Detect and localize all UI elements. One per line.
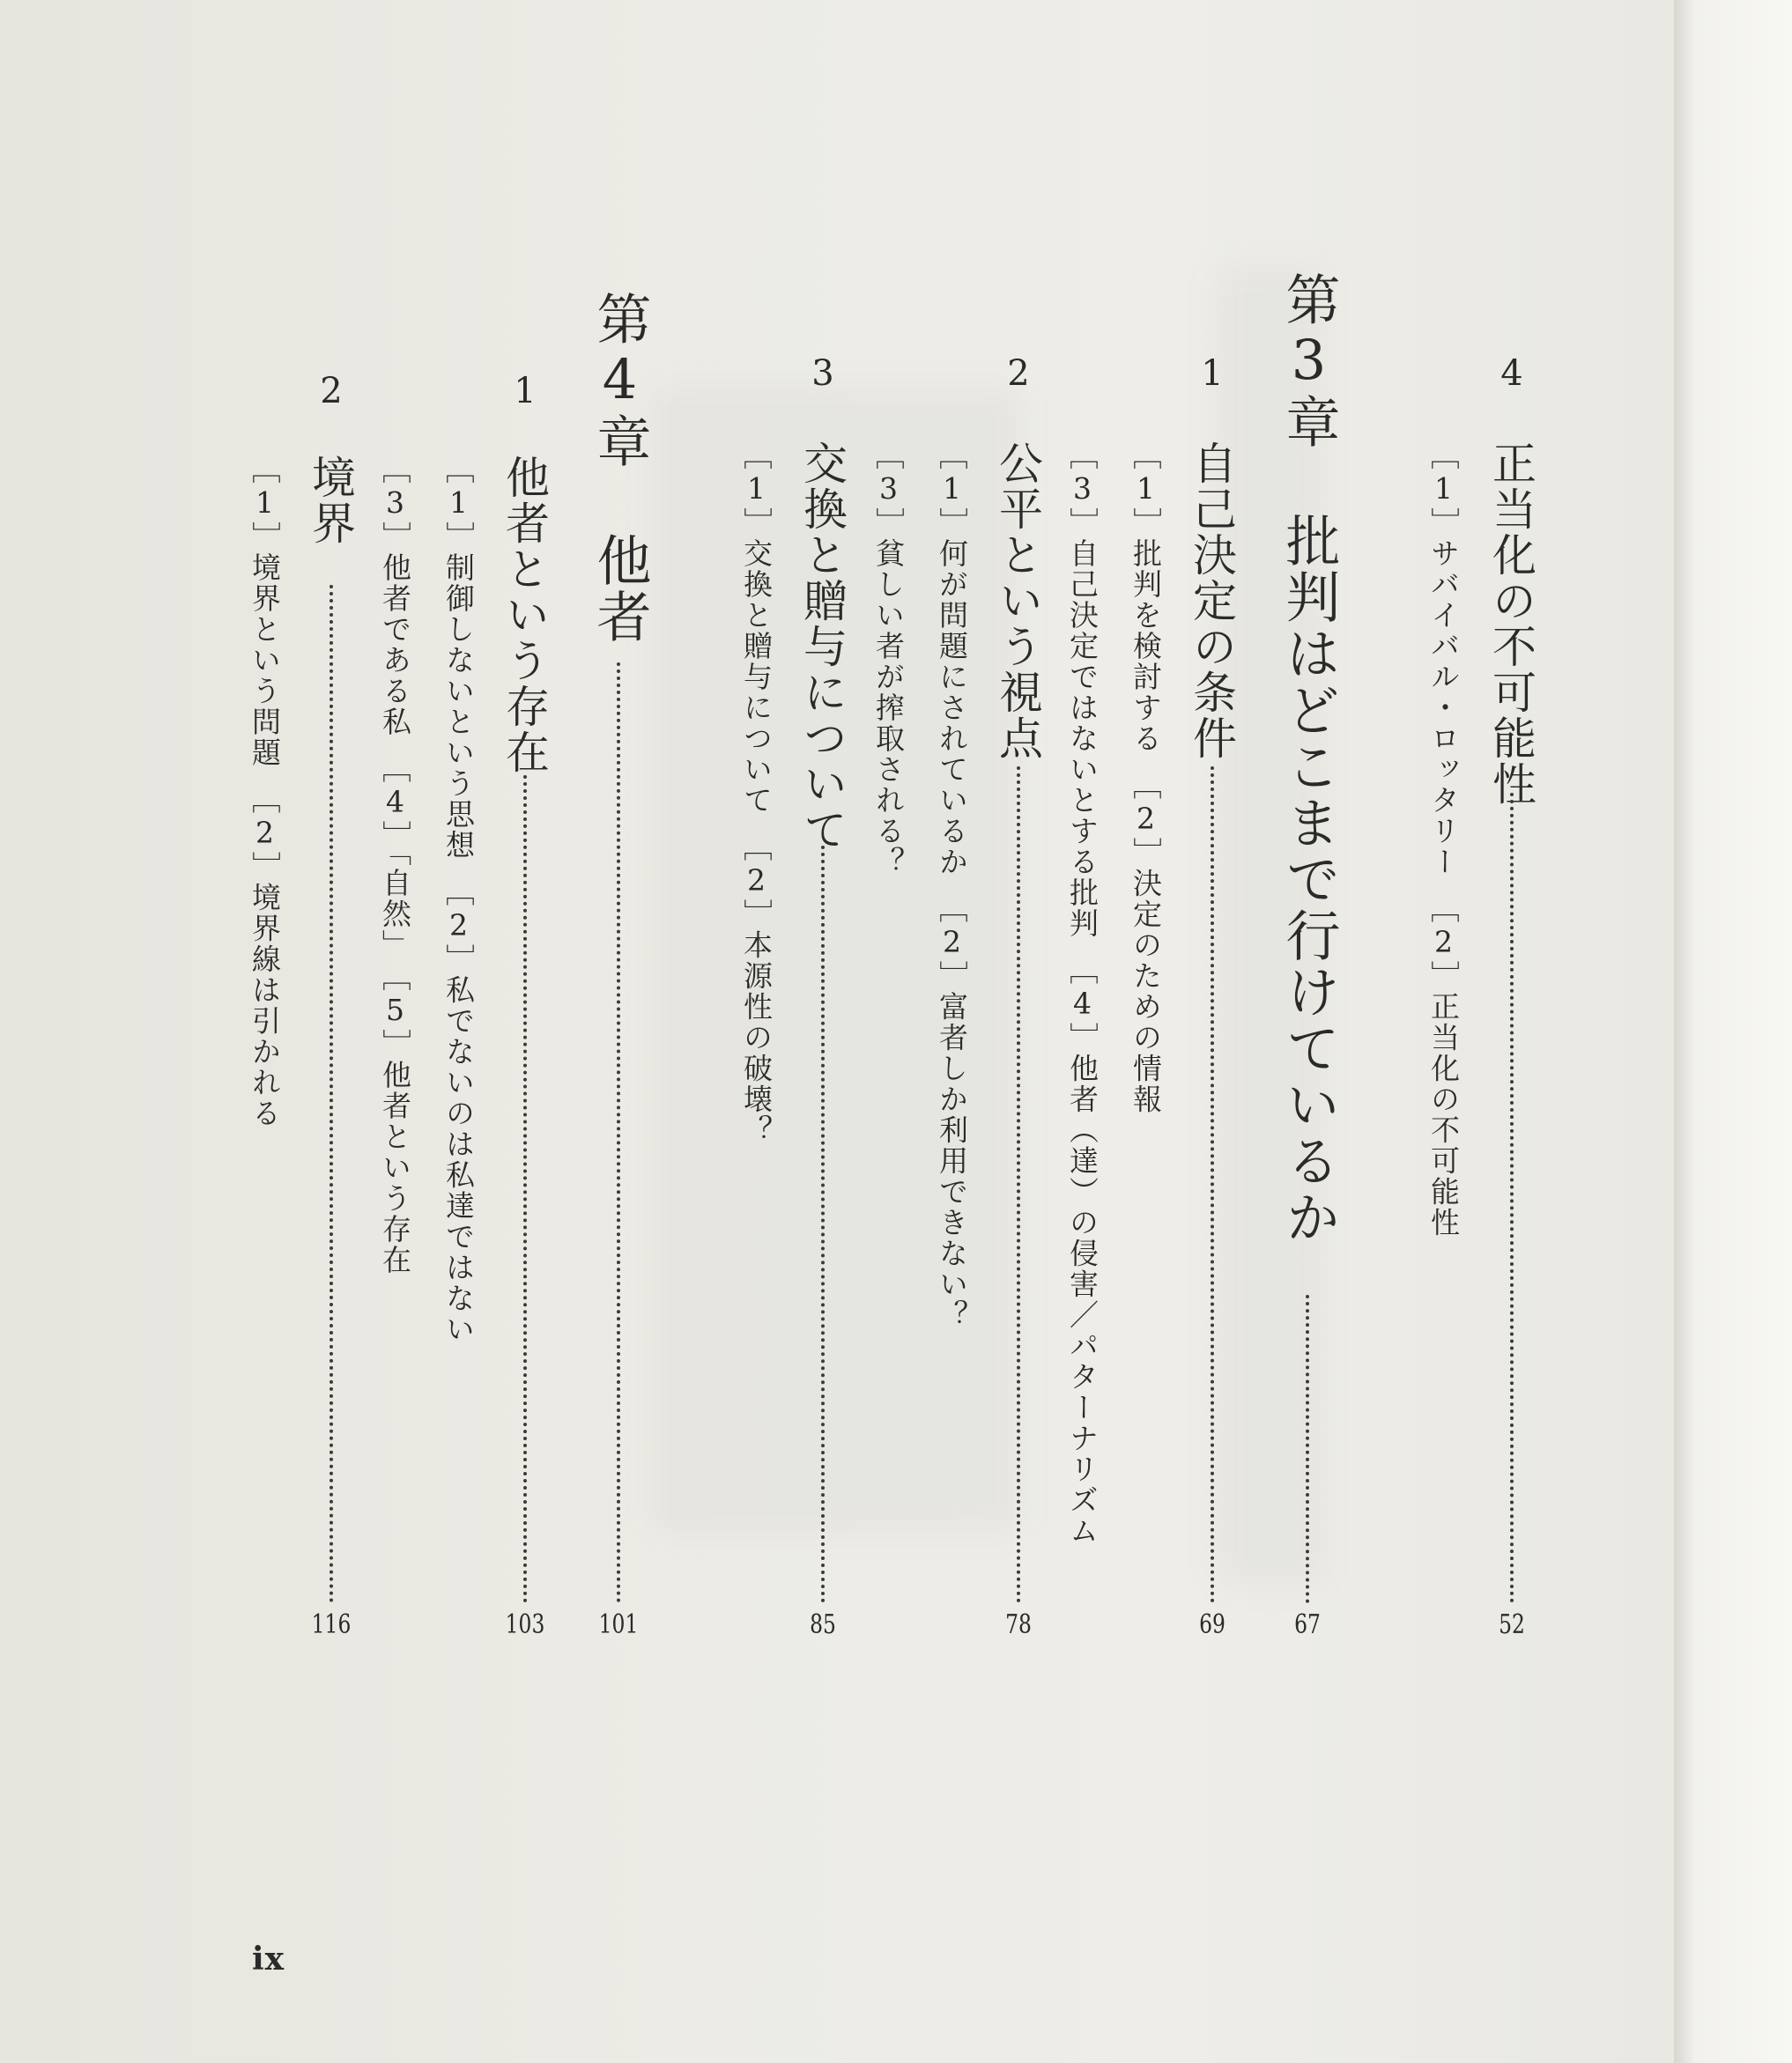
section-number: 3 [811,353,834,394]
page-number: 116 [311,1609,352,1640]
subsection-line: ［1］交換と贈与について ［2］本源性の破壊？ [739,440,774,1146]
subsection-line: ［3］貧しい者が搾取される？ [871,440,906,877]
page-edge [1674,0,1792,2063]
page-number: 67 [1294,1609,1321,1640]
page-number: 103 [505,1609,545,1640]
dot-leader [1211,766,1214,1603]
subsection-line: ［1］制御しないという思想 ［2］私でないのは私達ではない [441,455,476,1345]
dot-leader [1306,1295,1309,1603]
chapter-label: 第4章 [588,291,652,470]
page-number: 69 [1199,1609,1226,1640]
section-title: 他者という存在 [499,455,550,775]
page-number: 78 [1005,1609,1032,1640]
section-number: 1 [514,371,537,411]
dot-leader [617,662,620,1603]
dot-leader [330,585,333,1603]
subsection-line: ［1］境界という問題 ［2］境界線は引かれる [248,455,282,1129]
folio-page-number: ix [252,1941,285,1978]
section-title: 自己決定の条件 [1186,440,1237,761]
subsection-line: ［1］サバイバル・ロッタリー ［2］正当化の不可能性 [1426,440,1461,1239]
subsection-line: ［1］批判を検討する ［2］決定のための情報 [1129,440,1163,1115]
section-title: 交換と贈与について [796,440,848,853]
dot-leader [1510,793,1514,1603]
section-number: 2 [320,371,343,411]
chapter-label: 第3章 [1277,271,1341,450]
page-number: 85 [810,1609,836,1640]
section-title: 公平という視点 [992,440,1043,761]
dot-leader [523,775,527,1603]
section-title: 正当化の不可能性 [1485,440,1537,807]
section-number: 4 [1500,353,1523,394]
subsection-line: ［3］他者である私 ［4］「自然」 ［5］他者という存在 [378,455,412,1276]
section-number: 1 [1201,353,1224,394]
section-title: 境界 [305,455,356,546]
subsection-line: ［3］自己決定ではないとする批判 ［4］他者（達）の侵害／パターナリズム [1065,440,1100,1547]
subsection-line: ［1］何が問題にされているか ［2］富者しか利用できない？ [935,440,969,1331]
dot-leader [821,846,825,1603]
chapter-title: 批判はどこまで行けているか [1277,513,1341,1246]
page-number: 101 [598,1609,639,1640]
page-number: 52 [1499,1609,1525,1640]
chapter-title: 他者 [588,532,652,645]
dot-leader [1017,766,1020,1603]
section-number: 2 [1007,353,1030,394]
